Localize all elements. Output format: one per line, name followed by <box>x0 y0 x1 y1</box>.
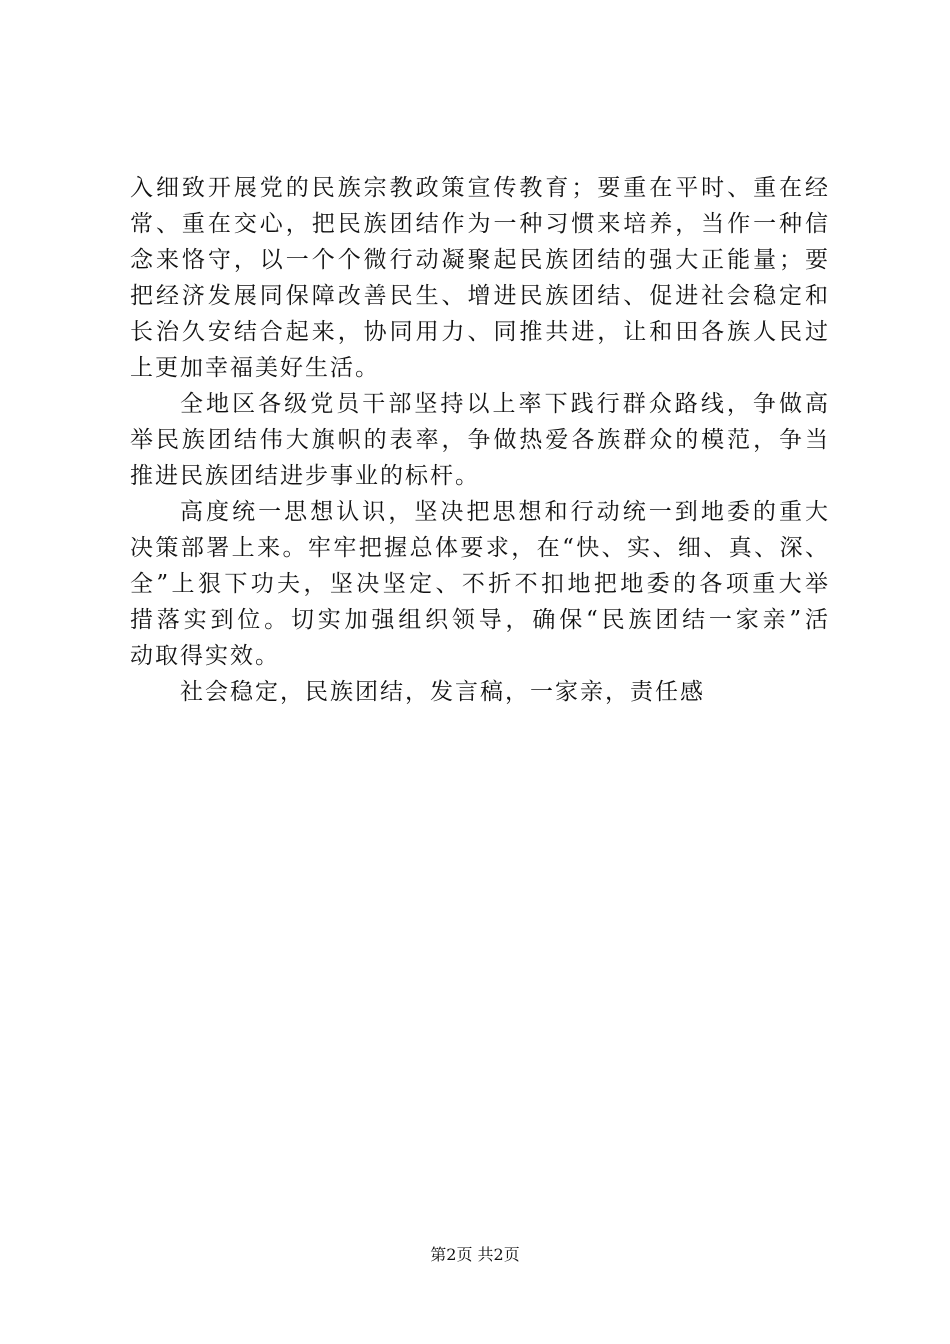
paragraph-line: 把经济发展同保障改善民生、增进民族团结、促进社会稳定和 <box>130 283 830 309</box>
paragraph-line: 入细致开展党的民族宗教政策宣传教育；要重在平时、重在经 <box>130 175 830 201</box>
paragraph-line: 推进民族团结进步事业的标杆。 <box>130 463 480 489</box>
paragraph <box>130 494 830 674</box>
paragraph-line: 常、重在交心，把民族团结作为一种习惯来培养，当作一种信 <box>130 211 830 237</box>
paragraph-line: 念来恪守，以一个个微行动凝聚起民族团结的强大正能量；要 <box>130 247 830 273</box>
paragraph-line: 长治久安结合起来，协同用力、同推共进，让和田各族人民过 <box>130 319 830 345</box>
paragraph-line: 决策部署上来。牢牢把握总体要求，在“快、实、细、真、深、 <box>130 535 830 561</box>
page-number-footer: 第2页 共2页 <box>430 1245 520 1264</box>
paragraph <box>130 386 830 494</box>
paragraph-line: 高度统一思想认识，坚决把思想和行动统一到地委的重大 <box>180 499 830 525</box>
keywords-paragraph <box>130 674 830 710</box>
paragraph-line: 全地区各级党员干部坚持以上率下践行群众路线，争做高 <box>180 391 830 417</box>
paragraph-line: 全”上狠下功夫，坚决坚定、不折不扣地把地委的各项重大举 <box>130 571 830 597</box>
keywords-line: 社会稳定，民族团结，发言稿，一家亲，责任感 <box>180 679 705 705</box>
paragraph-line: 举民族团结伟大旗帜的表率，争做热爱各族群众的模范，争当 <box>130 427 830 453</box>
paragraph-line: 措落实到位。切实加强组织领导，确保“民族团结一家亲”活 <box>130 607 830 633</box>
document-body <box>130 170 830 710</box>
paragraph <box>130 170 830 386</box>
paragraph-line: 上更加幸福美好生活。 <box>130 355 380 381</box>
paragraph-line: 动取得实效。 <box>130 643 280 669</box>
